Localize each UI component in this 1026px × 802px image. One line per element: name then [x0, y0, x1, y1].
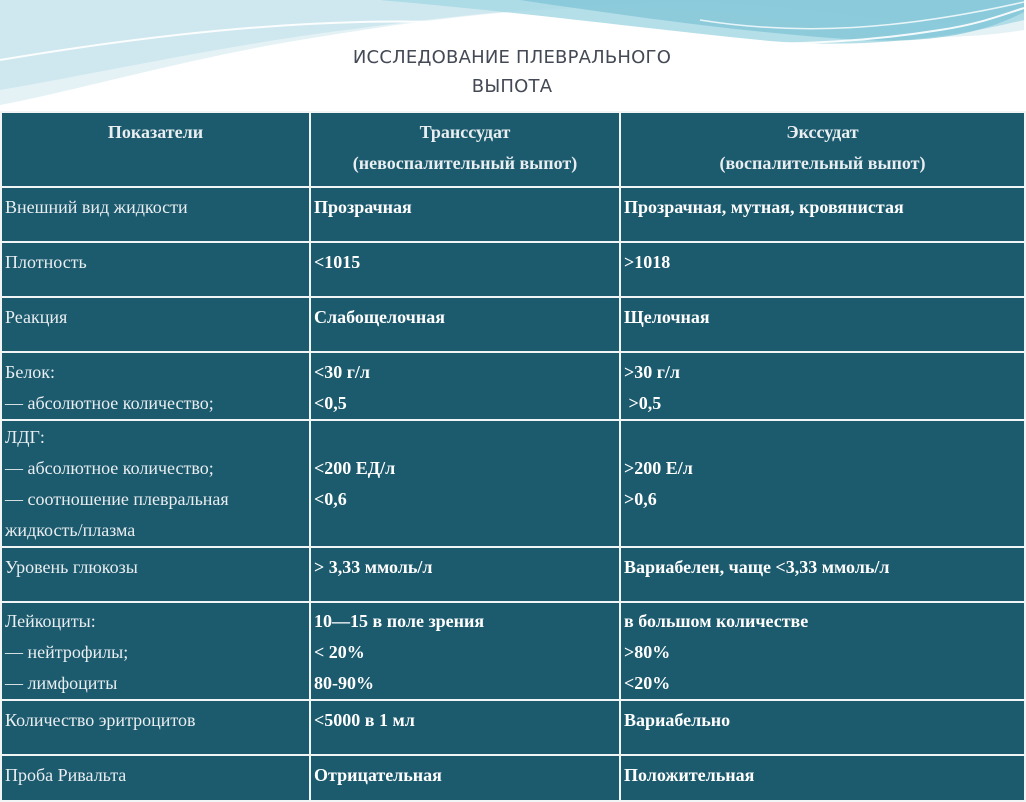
- ldh-transudate-line-2: <0,6: [314, 489, 347, 509]
- leukocytes-exudate-line-2: >80%: [624, 642, 671, 662]
- leukocytes-exudate-line-1: в большом количестве: [624, 611, 809, 631]
- protein-exudate-line-2: >0,5: [624, 393, 662, 413]
- protein-label-line-2: — абсолютное количество;: [5, 393, 214, 413]
- ldh-exudate-spacer: [624, 422, 1021, 453]
- leukocytes-transudate-line-1: 10—15 в поле зрения: [314, 611, 485, 631]
- header-indicators-label: Показатели: [107, 122, 204, 142]
- table-row-density: [1, 242, 1025, 297]
- leukocytes-label-line-3: — лимфоциты: [5, 673, 118, 693]
- leukocytes-transudate-line-2: < 20%: [314, 642, 365, 662]
- leukocytes-transudate-line-3: 80-90%: [314, 673, 374, 693]
- protein-exudate-line-1: >30 г/л: [624, 362, 681, 382]
- cell-glucose-exudate: Вариабелен, чаще <3,33 ммоль/л: [620, 547, 1025, 602]
- header-exudate-subtitle: (воспалительный выпот): [719, 153, 926, 173]
- cell-rivalta-transudate: Отрицательная: [310, 755, 620, 801]
- cell-protein-exudate: [620, 352, 1025, 420]
- cell-reaction-exudate: Щелочная: [620, 297, 1025, 352]
- cell-density-exudate: >1018: [620, 242, 1025, 297]
- table-row-ldh: [1, 420, 1025, 547]
- ldh-exudate-line-2: >0,6: [624, 489, 657, 509]
- table-row-appearance: [1, 187, 1025, 242]
- cell-ldh-exudate: [620, 420, 1025, 547]
- leukocytes-exudate-line-3: <20%: [624, 673, 671, 693]
- cell-appearance-exudate: Прозрачная, мутная, кровянистая: [620, 187, 1025, 242]
- ldh-transudate-spacer: [314, 422, 616, 453]
- table-row-leukocytes: [1, 602, 1025, 700]
- cell-leukocytes-exudate: [620, 602, 1025, 700]
- ldh-label-line-1: ЛДГ:: [5, 427, 45, 447]
- cell-reaction-label: Реакция: [1, 297, 310, 352]
- cell-ldh-label: [1, 420, 310, 547]
- cell-density-label: Плотность: [1, 242, 310, 297]
- header-exudate-title: Экссудат: [786, 122, 859, 142]
- cell-erythrocytes-label: Количество эритроцитов: [1, 700, 310, 755]
- cell-leukocytes-transudate: [310, 602, 620, 700]
- cell-leukocytes-label: [1, 602, 310, 700]
- cell-rivalta-exudate: Положительная: [620, 755, 1025, 801]
- slide-title: [262, 43, 762, 101]
- table-row-reaction: [1, 297, 1025, 352]
- pleural-effusion-table: [0, 111, 1026, 802]
- cell-appearance-label: Внешний вид жидкости: [1, 187, 310, 242]
- ldh-exudate-line-1: >200 Е/л: [624, 458, 693, 478]
- leukocytes-label-line-1: Лейкоциты:: [5, 611, 96, 631]
- leukocytes-label-line-2: — нейтрофилы;: [5, 642, 129, 662]
- cell-protein-label: [1, 352, 310, 420]
- protein-transudate-line-2: <0,5: [314, 393, 347, 413]
- cell-glucose-transudate: > 3,33 ммоль/л: [310, 547, 620, 602]
- cell-protein-transudate: [310, 352, 620, 420]
- table-row-erythrocytes: [1, 700, 1025, 755]
- cell-density-transudate: <1015: [310, 242, 620, 297]
- ldh-transudate-line-1: <200 ЕД/л: [314, 458, 396, 478]
- protein-transudate-line-1: <30 г/л: [314, 362, 371, 382]
- table-row-rivalta: [1, 755, 1025, 801]
- cell-erythrocytes-exudate: Вариабельно: [620, 700, 1025, 755]
- cell-reaction-transudate: Слабощелочная: [310, 297, 620, 352]
- protein-label-line-1: Белок:: [5, 362, 56, 382]
- ldh-label-line-2: — абсолютное количество;: [5, 458, 214, 478]
- ldh-label-line-3: — соотношение плевральная жидкость/плазма: [5, 489, 229, 540]
- table-row-glucose: [1, 547, 1025, 602]
- table-row-protein: [1, 352, 1025, 420]
- slide-title-line-1: ИССЛЕДОВАНИЕ ПЛЕВРАЛЬНОГО: [352, 47, 672, 68]
- header-exudate: [620, 112, 1025, 187]
- header-transudate: [310, 112, 620, 187]
- header-indicators: [1, 112, 310, 187]
- header-transudate-subtitle: (невоспалительный выпот): [352, 153, 578, 173]
- cell-glucose-label: Уровень глюкозы: [1, 547, 310, 602]
- cell-erythrocytes-transudate: <5000 в 1 мл: [310, 700, 620, 755]
- cell-rivalta-label: Проба Ривальта: [1, 755, 310, 801]
- slide-title-line-2: ВЫПОТА: [471, 76, 553, 97]
- cell-appearance-transudate: Прозрачная: [310, 187, 620, 242]
- header-transudate-title: Транссудат: [419, 122, 511, 142]
- table-header-row: [1, 112, 1025, 187]
- cell-ldh-transudate: [310, 420, 620, 547]
